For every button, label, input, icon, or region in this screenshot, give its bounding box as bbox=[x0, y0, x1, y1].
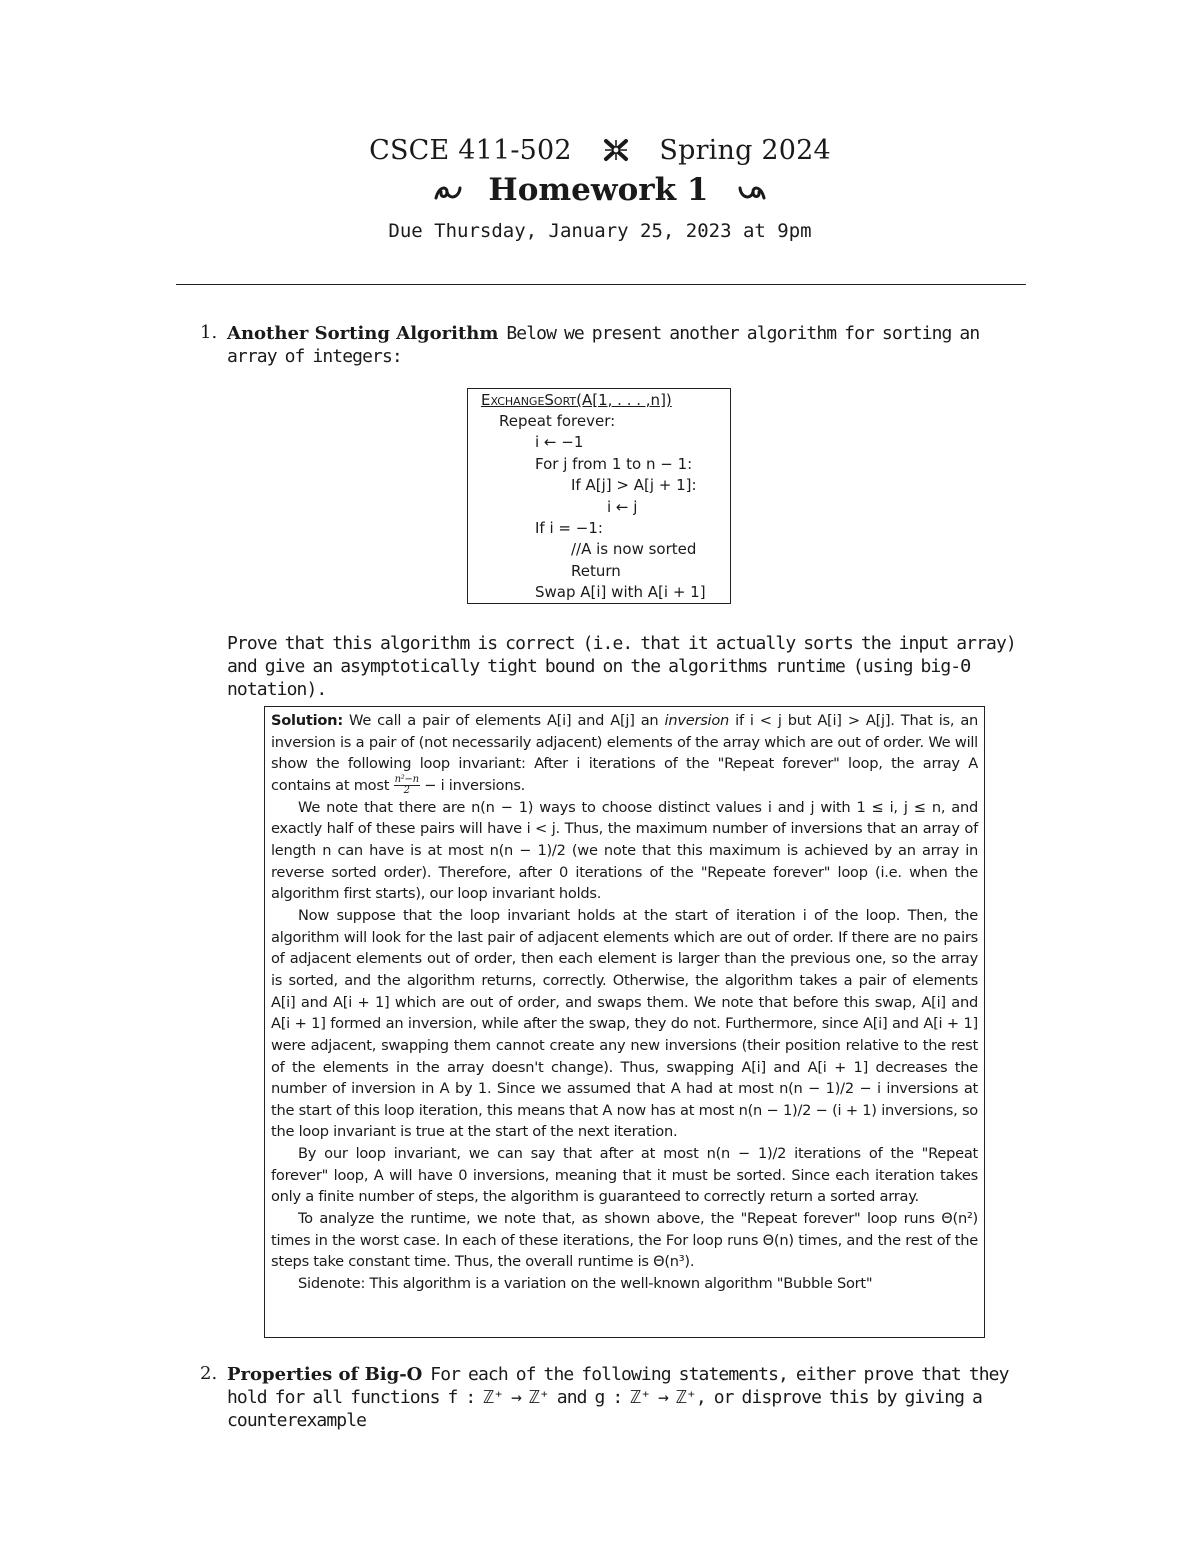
solution-paragraph-3: Now suppose that the loop invariant holds at the start of iteration i of the loop. Then, the algorithm will look for the last pair of adjacent elements which are out of order. If there are no pairs of adjacent elements out of order, then each element is larger than the previous one, so the array is sorted, and the algorithm returns, correctly. Otherwise, the algorithm takes a pair of elements A[i] and A[i + 1] which are out of order, and swaps them. We note that before this swap, A[i] and A[i + 1] formed an inversion, while after the swap, they do not. Furthermore, since A[i] and A[i + 1] were adjacent, swapping them cannot create any new inversions (their position relative to the rest of the elements in the array doesn't change). Thus, swapping A[i] and A[i + 1] decreases the number of inversion in A by 1. Since we assumed that A had at most n(n − 1)/2 − i inversions at the start of this loop iteration, this means that A now has at most n(n − 1)/2 − (i + 1) inversions, so the loop invariant is true at the start of the next iteration. bbox=[271, 906, 978, 1141]
solution-paragraph-1 bbox=[271, 710, 978, 797]
problem-1-question: Prove that this algorithm is correct (i.e. that it actually sorts the input array) and give an asymptotically tight bound on the algorithms runtime (using big-Θ notation). bbox=[227, 633, 1016, 700]
problem-1-heading: Another Sorting Algorithm bbox=[227, 323, 499, 344]
ornament-right-icon bbox=[737, 178, 767, 206]
course-code: CSCE 411-502 bbox=[369, 135, 572, 166]
solution-sidenote: Sidenote: This algorithm is a variation on the well-known algorithm "Bubble Sort" bbox=[298, 1275, 873, 1293]
algo-line: If i = −1: bbox=[535, 519, 603, 537]
algo-line: i ← −1 bbox=[535, 433, 584, 451]
algo-line: If A[j] > A[j + 1]: bbox=[571, 476, 697, 494]
fraction-numerator: n²−n bbox=[394, 774, 419, 786]
fraction bbox=[394, 775, 420, 796]
problem-1-statement bbox=[227, 322, 1027, 368]
problem-2-statement bbox=[227, 1363, 1027, 1432]
header-divider bbox=[176, 284, 1026, 285]
algorithm-box bbox=[467, 388, 731, 604]
solution-paragraph-2: We note that there are n(n − 1) ways to choose distinct values i and j with 1 ≤ i, j ≤ n, and exactly half of these pairs will have i < j. Thus, the maximum number of inversions that an array of length n can have is at most n(n − 1)/2 (we note that this maximum is achieved by an array in reverse sorted order). Therefore, after 0 iterations of the "Repeate forever" loop (i.e. when the algorithm first starts), our loop invariant holds. bbox=[271, 798, 978, 903]
separator-icon bbox=[603, 137, 629, 165]
algo-line: Return bbox=[571, 562, 621, 580]
problem-2-number: 2. bbox=[200, 1363, 218, 1384]
page-title bbox=[0, 172, 1200, 208]
algo-line: Swap A[i] with A[i + 1] bbox=[535, 583, 706, 601]
solution-text: We call a pair of elements A[i] and A[j] an bbox=[349, 712, 659, 729]
solution-emphasis: inversion bbox=[664, 712, 730, 729]
solution-paragraph-5: To analyze the runtime, we note that, as shown above, the "Repeat forever" loop runs Θ(n²) times in the worst case. In each of these iterations, the For loop runs Θ(n) times, and the rest of the steps take constant time. Thus, the overall runtime is Θ(n³). bbox=[271, 1210, 978, 1271]
problem-2-text: For each of the following statements, either prove that they hold for all functions f : ℤ⁺ → ℤ⁺ and g : ℤ⁺ → ℤ⁺, or disprove this by giving a counterexample bbox=[227, 1364, 1009, 1431]
term: Spring 2024 bbox=[659, 135, 831, 166]
solution-label: Solution: bbox=[271, 712, 343, 729]
algorithm-name: ExchangeSort bbox=[481, 391, 577, 409]
solution-text: if i < j but A[i] > A[j]. That is, an inversion is a pair of (not necessarily adjacent) elements of the array which are out of order. We will show the following loop invariant: After i iterations of the "Repeat forever" loop, the array A contains at most bbox=[271, 712, 979, 794]
course-header bbox=[0, 135, 1200, 166]
problem-1-number: 1. bbox=[200, 322, 218, 343]
algorithm-signature bbox=[481, 390, 672, 411]
algo-line: i ← j bbox=[607, 498, 638, 516]
ornament-left-icon bbox=[433, 178, 471, 206]
algo-line: //A is now sorted bbox=[571, 540, 697, 558]
algorithm-args: (A[1, . . . ,n]) bbox=[576, 391, 672, 409]
solution-paragraph-4: By our loop invariant, we can say that after at most n(n − 1)/2 iterations of the "Repeat forever" loop, A will have 0 inversions, meaning that it must be sorted. Since each iteration takes only a finite number of steps, the algorithm is guaranteed to correctly return a sorted array. bbox=[271, 1145, 978, 1206]
fraction-denominator: 2 bbox=[403, 785, 410, 797]
problem-2-heading: Properties of Big-O bbox=[227, 1364, 423, 1385]
algo-line: For j from 1 to n − 1: bbox=[535, 455, 693, 473]
homework-title: Homework 1 bbox=[488, 172, 709, 208]
algo-line: Repeat forever: bbox=[499, 412, 616, 430]
problem-1-intro: Below we present another algorithm for sorting an array of integers: bbox=[227, 323, 980, 367]
solution-text: − i inversions. bbox=[424, 776, 526, 794]
due-date: Due Thursday, January 25, 2023 at 9pm bbox=[388, 220, 812, 242]
solution-box bbox=[264, 706, 985, 1338]
